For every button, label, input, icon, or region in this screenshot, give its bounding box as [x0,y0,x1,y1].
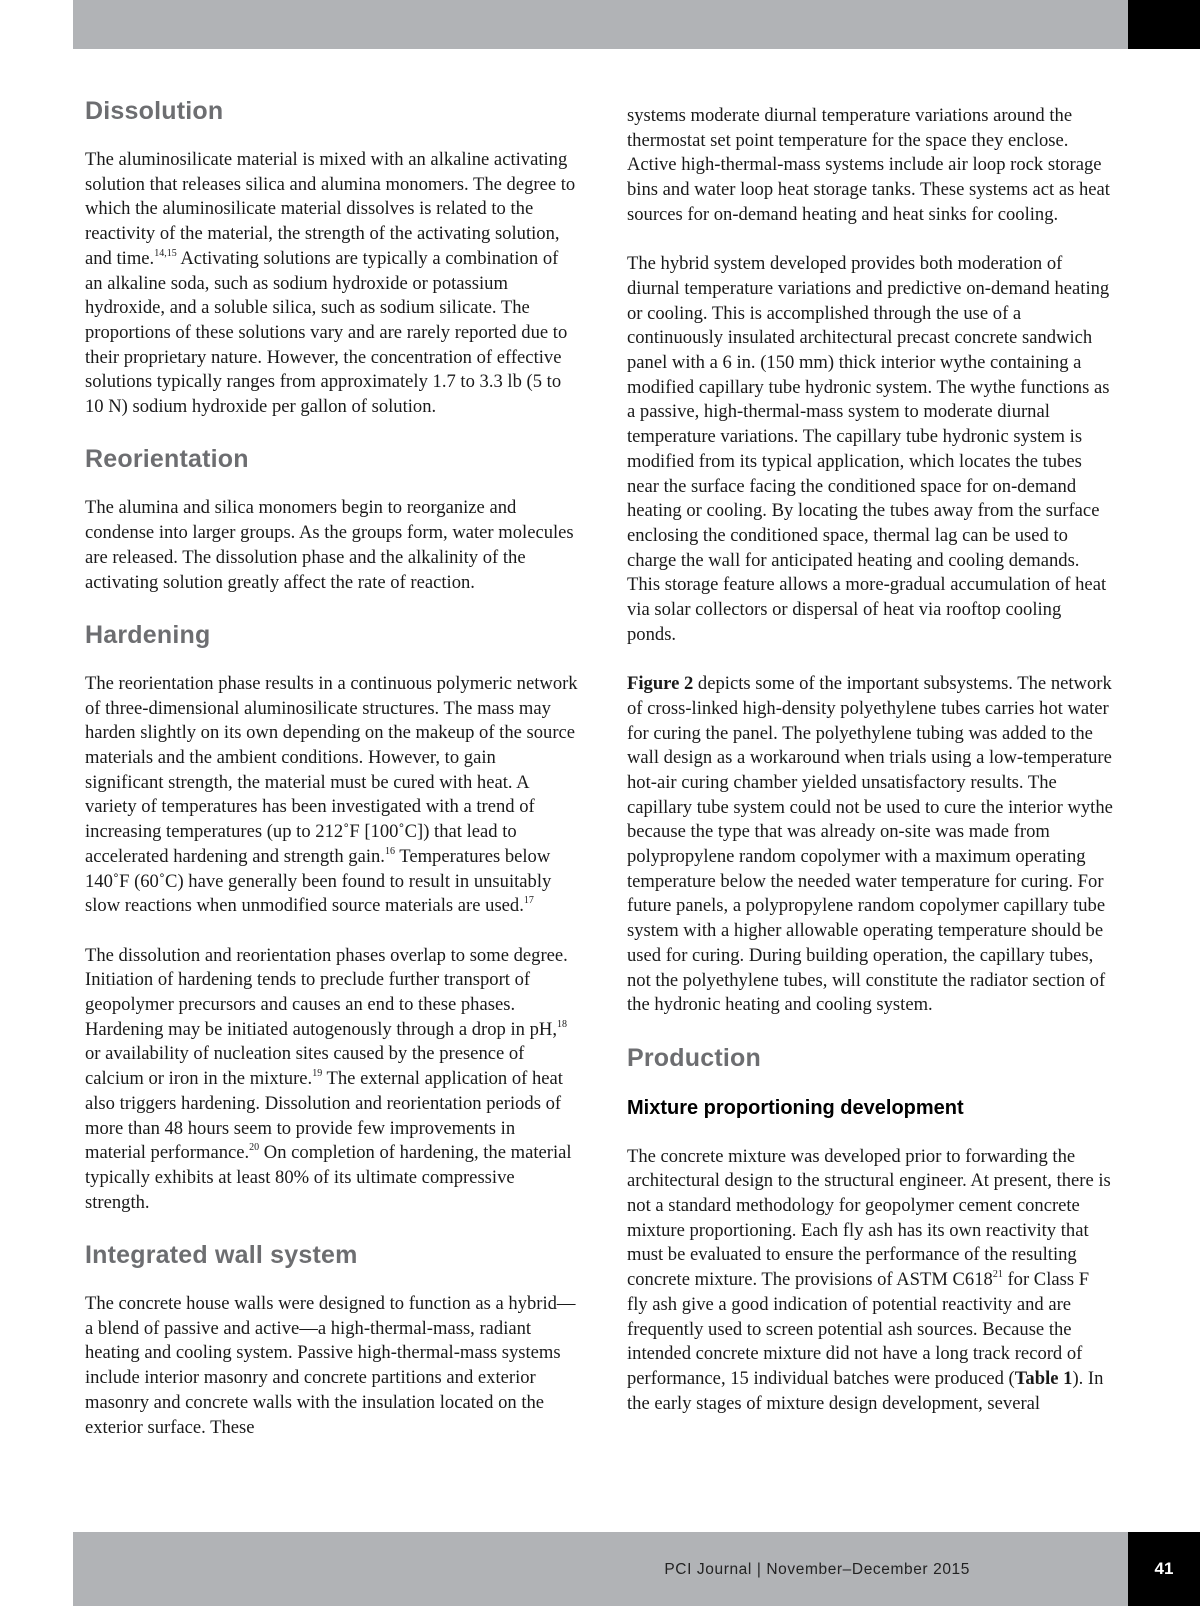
paragraph-hybrid-system: The hybrid system developed provides both moderation of diurnal temperature variations and predictive on-demand heating or cooling. This is accomplished through the use of a continuously insulated architectural precast concrete sandwich panel with a 6 in. (150 mm) thick interior wythe containing a modified capillary tube hydronic system. The wythe functions as a passive, high-thermal-mass system to moderate diurnal temperature variations. The capillary tube hydronic system is modified from its typical application, which locates the tubes near the surface facing the conditioned space for on-demand heating or cooling. By locating the tubes away from the surface enclosing the conditioned space, thermal lag can be used to charge the wall for anticipated heating and cooling demands. This storage feature allows a more-gradual accumulation of heat via solar collectors or dispersal of heat via rooftop cooling ponds. [627,253,1110,645]
page-number: 41 [1154,1559,1174,1578]
paragraph-reorientation: The alumina and silica monomers begin to reorganize and condense into larger groups. As the groups form, water molecules are released. The dissolution phase and the alkalinity of the activating solution greatly affect the rate of reaction. [85,497,574,593]
citation-ref: 14,15 [154,247,177,259]
heading-production: Production [627,1043,761,1072]
figure-reference: Figure 2 [627,673,694,695]
citation-ref: 19 [312,1068,323,1080]
paragraph-dissolution: The aluminosilicate material is mixed with an alkaline activating solution that releases silica and alumina monomers. The degree to which the aluminosilicate material dissolves is related to the reactivity of the material, the strength of the activating solution, and time.$^{14,15}$ Activating solutions are typically a combination of an alkaline soda, such as sodium hydroxide or potassium hydroxide, and a soluble silica, such as sodium silicate. The proportions of these solutions vary and are rarely reported due to their proprietary nature. However, the concentration of effective solutions typically ranges from approximately 1.7 to 3.3 lb (5 to 10 N) sodium hydroxide per gallon of solution. [85,149,576,418]
left-column [85,96,578,1440]
heading-hardening: Hardening [85,620,211,649]
heading-integrated-wall-system: Integrated wall system [85,1241,358,1270]
table-reference: Table 1 [1014,1368,1073,1389]
paragraph-figure-2: Figure 2 depicts some of the important subsystems. The network of cross-linked high-density polyethylene tubes carries hot water for curing the panel. The polyethylene tubing was added to the wall design as a workaround when trials using a low-temperature hot-air curing chamber yielded unsatisfactory results. The capillary tube system could not be used to cure the interior wythe because the type that was already on-site was made from polypropylene random copolymer with a maximum operating temperature below the needed water temperature for curing. For future panels, a polypropylene random copolymer capillary tube system with a higher allowable operating temperature should be used for curing. During building operation, the capillary tubes, not the polyethylene tubes, will constitute the radiator section of the hydronic heating and cooling system. [627,673,1113,1016]
header-band [73,0,1128,49]
footer-journal-issue: PCI Journal | November–December 2015 [664,1561,970,1578]
paragraph-hardening-1: The reorientation phase results in a continuous polymeric network of three-dimensional aluminosilicate structures. The mass may harden slightly on its own depending on the makeup of the source materials and the ambient conditions. However, to gain significant strength, the material must be cured with heat. A variety of temperatures has been investigated with a trend of increasing temperatures (up to 212˚F [100˚C]) that lead to accelerated hardening and strength gain.$^{16}$ Temperatures below 140˚F (60˚C) have generally been found to result in unsuitably slow reactions when unmodified source materials are used.$^{17}$ [85,672,578,917]
paragraph-integrated-wall-system: The concrete house walls were designed to function as a hybrid—a blend of passive and active—a high-thermal-mass, radiant heating and cooling system. Passive high-thermal-mass systems include interior masonry and concrete partitions and exterior masonry and concrete walls with the insulation located on the exterior surface. These [85,1293,576,1438]
header-corner-block [1128,0,1200,49]
citation-ref: 18 [556,1018,567,1030]
citation-ref: 21 [992,1269,1003,1281]
paragraph-hardening-2: The dissolution and reorientation phases overlap to some degree. Initiation of hardening tends to preclude further transport of geopolymer precursors and causes an end to these phases. Hardening may be initiated autogenously through a drop in pH,$^{18}$ or availability of nucleation sites caused by the presence of calcium or iron in the mixture.$^{19}$ The external application of heat also triggers hardening. Dissolution and reorientation periods of more than 48 hours seem to provide few improvements in material performance.$^{20}$ On completion of hardening, the material typically exhibits at least 80% of its ultimate compressive strength. [85,944,572,1213]
paragraph-mixture-proportioning: The concrete mixture was developed prior to forwarding the architectural design to the structural engineer. At present, there is not a standard methodology for geopolymer cement concrete mixture proportioning. Each fly ash has its own reactivity that must be evaluated to ensure the performance of the resulting concrete mixture. The provisions of ASTM $C618^{21}$ for Class F fly ash give a good indication of potential reactivity and are frequently used to screen potential ash sources. Because the intended concrete mixture did not have a long track record of performance, 15 individual batches were produced (Table 1). In the early stages of mixture design development, several [627,1145,1111,1414]
heading-reorientation: Reorientation [85,445,249,474]
right-column [627,104,1113,1416]
citation-ref: 16 [384,845,395,857]
citation-ref: 17 [523,895,534,907]
citation-ref: 20 [249,1142,260,1154]
subheading-mixture-proportioning: Mixture proportioning development [627,1096,964,1119]
paragraph-thermal-mass-systems: systems moderate diurnal temperature variations around the thermostat set point temperature for the space they enclose. Active high-thermal-mass systems include air loop rock storage bins and water loop heat storage tanks. These systems act as heat sources for on-demand heating and heat sinks for cooling. [627,105,1110,225]
heading-dissolution: Dissolution [85,97,224,125]
